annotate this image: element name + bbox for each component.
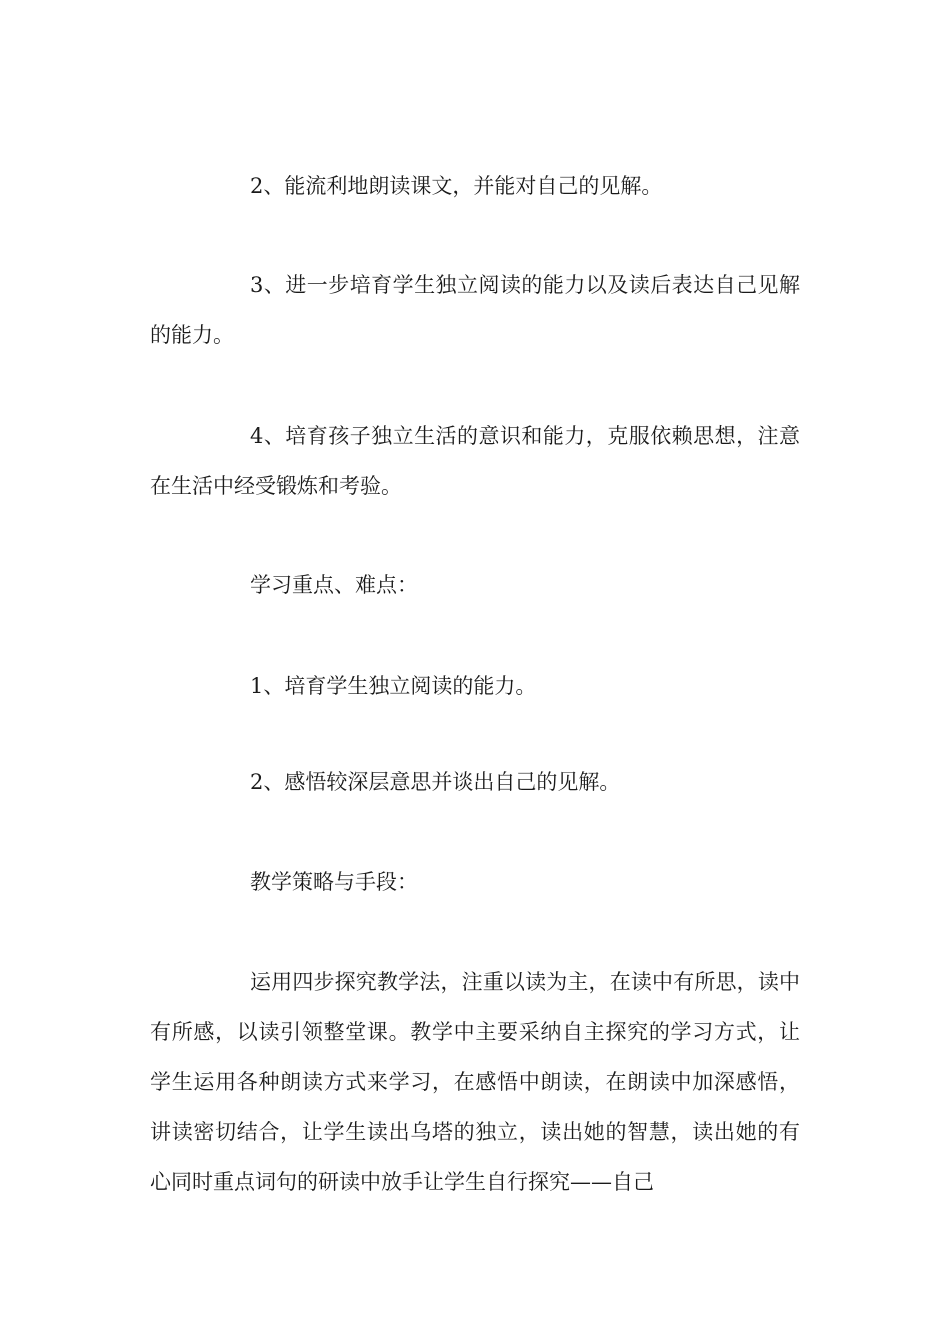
heading-key-points: 学习重点、难点：	[250, 573, 418, 597]
paragraph-key-point-2: 2、感悟较深层意思并谈出自己的见解。	[250, 770, 621, 794]
paragraph-objective-2: 2、能流利地朗读课文，并能对自己的见解。	[250, 174, 663, 198]
paragraph-key-point-1: 1、培育学生独立阅读的能力。	[250, 674, 537, 698]
paragraph-teaching-strategy: 运用四步探究教学法，注重以读为主，在读中有所思，读中有所感，以读引领整堂课。教学中主要采纳自主探究的学习方式，让学生运用各种朗读方式来学习，在感悟中朗读，在朗读中加深感悟，讲读密切结合，让学生读出乌塔的独立，读出她的智慧，读出她的有心同时重点词句的研读中放手让学生自行探究——自己	[150, 970, 800, 1194]
paragraph-objective-4: 4、培育孩子独立生活的意识和能力，克服依赖思想，注意在生活中经受锻炼和考验。	[150, 424, 800, 498]
paragraph-objective-3: 3、进一步培育学生独立阅读的能力以及读后表达自己见解的能力。	[150, 273, 800, 347]
heading-teaching-strategy: 教学策略与手段：	[250, 870, 418, 894]
